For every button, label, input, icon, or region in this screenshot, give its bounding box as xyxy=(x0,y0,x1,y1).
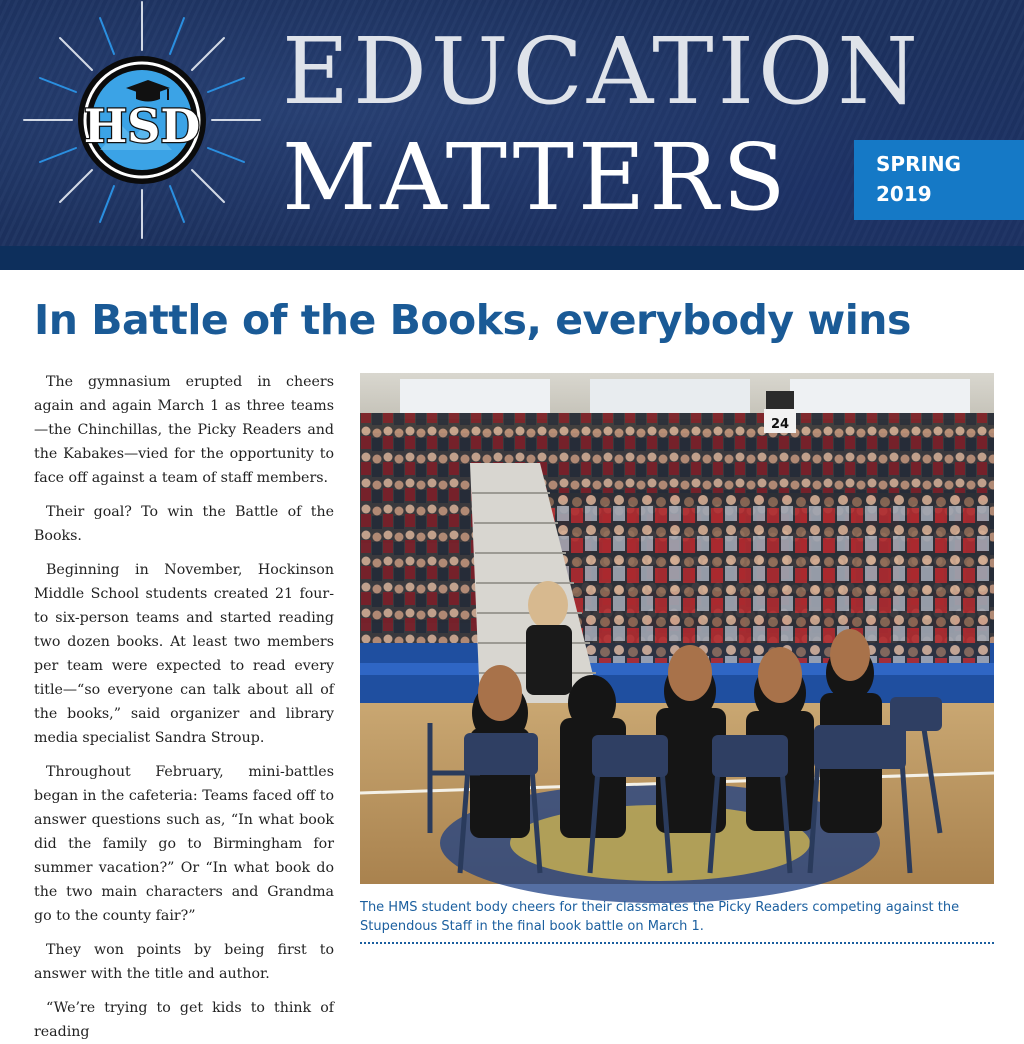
article-paragraph: The gymnasium erupted in cheers again and again March 1 as three teams—the Chinchillas, the Picky Readers and the Kabakes—vied for the opportunity to face off against a team of staff members. xyxy=(34,374,334,486)
caption-divider xyxy=(360,942,994,944)
photo-caption: The HMS student body cheers for their classmates the Picky Readers competing against the Stupendous Staff in the final book battle on March 1. xyxy=(360,900,960,934)
hsd-logo-icon xyxy=(22,0,262,240)
article-paragraph: “We’re trying to get kids to think of reading xyxy=(34,1000,334,1040)
gymnasium-photo xyxy=(360,373,994,884)
issue-badge xyxy=(854,140,1024,220)
article-photo xyxy=(360,373,994,884)
issue-year: 2019 xyxy=(876,182,932,206)
masthead-title-matters: MATTERS xyxy=(282,124,790,231)
article-paragraph: Their goal? To win the Battle of the Books. xyxy=(34,504,334,544)
issue-season: SPRING xyxy=(876,152,962,176)
masthead xyxy=(0,0,1024,270)
article-paragraph: Beginning in November, Hockinson Middle School students created 21 four- to six-person teams and started reading two dozen books. At least two members per team were expected to read every title—“so everyone can talk about all of the books,” said organizer and library media specialist Sandra Stroup. xyxy=(34,562,334,746)
article-headline: In Battle of the Books, everybody wins xyxy=(34,296,911,344)
article-paragraph: Throughout February, mini-battles began in the cafeteria: Teams faced off to answer questions such as, “In what book did the family go to Birmingham for summer vacation?” Or “In what book do the two main characters and Grandma go to the county fair?” xyxy=(34,764,334,924)
article-paragraph: They won points by being first to answer with the title and author. xyxy=(34,942,334,982)
masthead-divider xyxy=(0,246,1024,270)
svg-text:24: 24 xyxy=(770,417,790,432)
article-body xyxy=(34,370,334,1040)
svg-text:HSD: HSD xyxy=(83,99,201,153)
masthead-title-education: EDUCATION xyxy=(282,18,922,125)
